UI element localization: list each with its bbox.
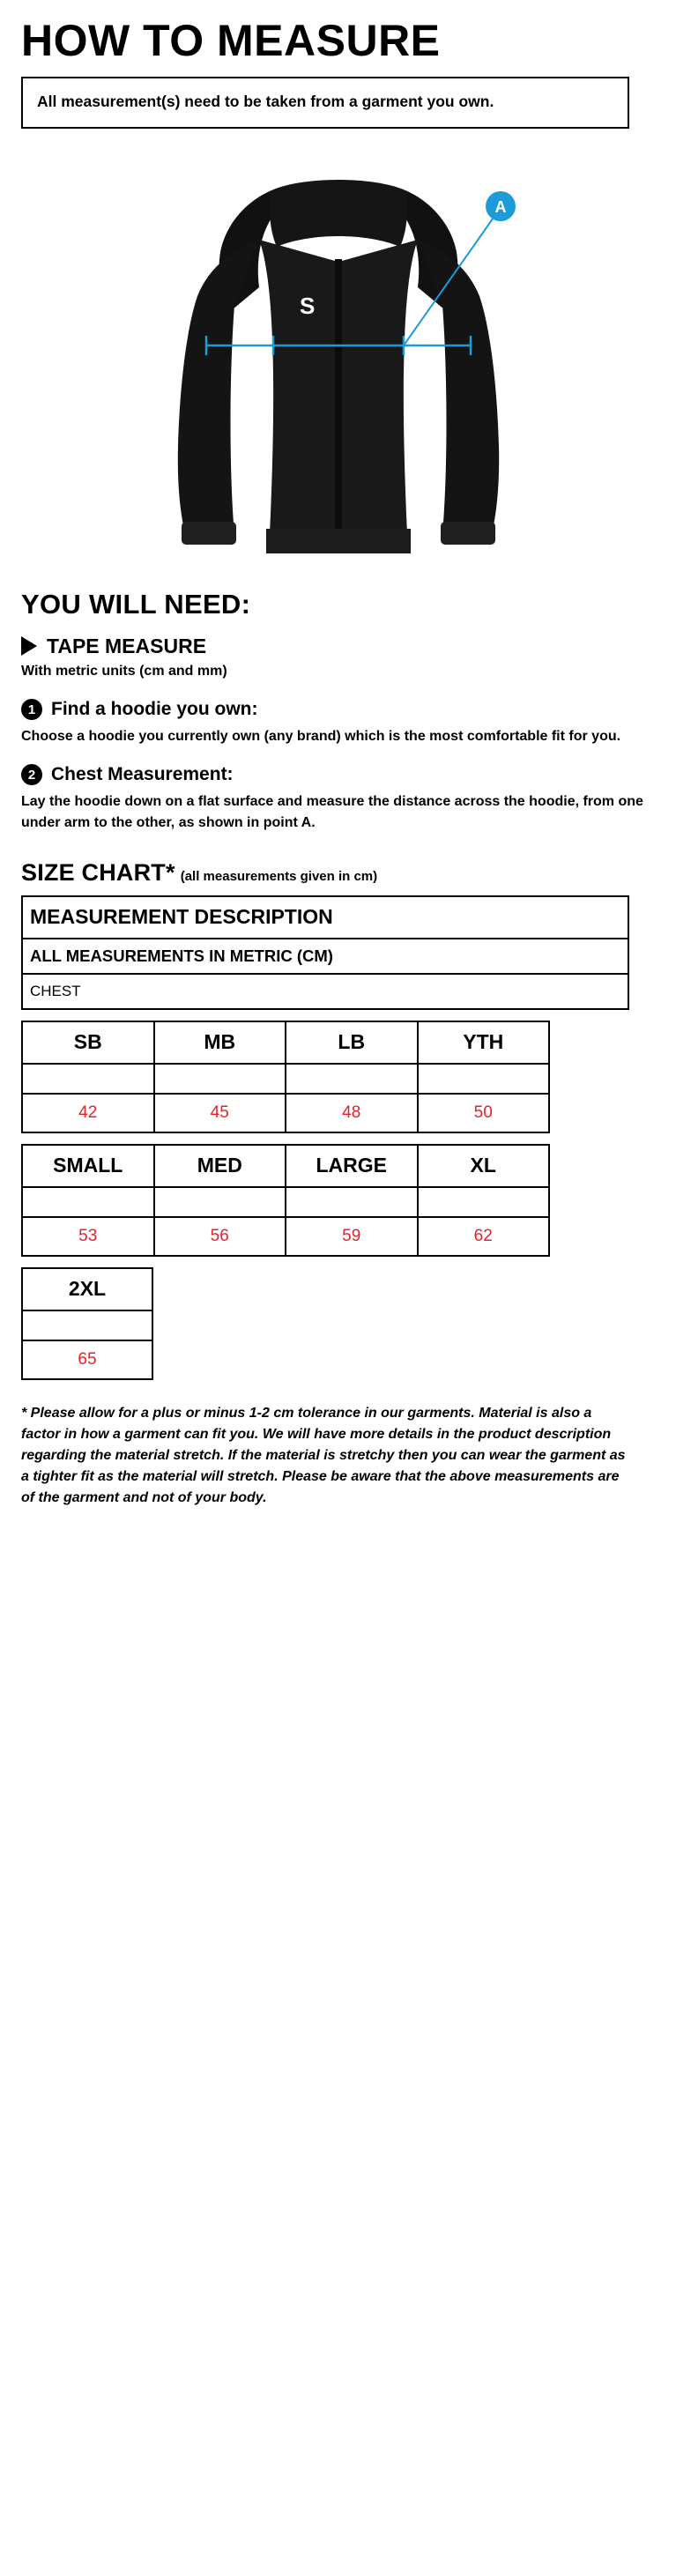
table-row (22, 1064, 549, 1094)
table-row (22, 974, 628, 1009)
measurement-name-row: CHEST (22, 974, 628, 1009)
brand-logo (300, 293, 315, 319)
table-row (22, 1340, 152, 1379)
size-label-lb: LB (286, 1021, 418, 1064)
size-blank-cell (154, 1187, 286, 1217)
size-group-1-table (21, 1021, 550, 1133)
page-title: HOW TO MEASURE (21, 16, 441, 65)
size-blank-cell (286, 1064, 418, 1094)
size-label-large: LARGE (286, 1145, 418, 1187)
measurement-note-text: All measurement(s) need to be taken from a garment you own. (37, 92, 494, 110)
tape-measure-row (21, 635, 657, 658)
table-row (22, 896, 628, 939)
chest-value-med: 56 (154, 1217, 286, 1256)
size-blank-cell (286, 1187, 418, 1217)
tape-measure-label: TAPE MEASURE (47, 634, 207, 657)
hoodie-illustration (19, 155, 657, 569)
table-row (22, 939, 628, 974)
step-1-head (21, 699, 657, 720)
size-label-yth: YTH (418, 1021, 550, 1064)
size-label-sb: SB (22, 1021, 154, 1064)
size-blank-cell (418, 1064, 550, 1094)
size-blank-cell (418, 1187, 550, 1217)
size-blank-cell (22, 1064, 154, 1094)
size-group-2-table (21, 1144, 550, 1257)
size-blank-cell (22, 1187, 154, 1217)
tape-measure-sub: With metric units (cm and mm) (21, 663, 227, 679)
chest-value-xl: 62 (418, 1217, 550, 1256)
table-row (22, 1310, 152, 1340)
how-to-measure-page (0, 18, 676, 2576)
size-label-small: SMALL (22, 1145, 154, 1187)
chest-value-2xl: 65 (22, 1340, 152, 1379)
chest-value-large: 59 (286, 1217, 418, 1256)
svg-text:S: S (299, 292, 315, 319)
step-2 (21, 764, 657, 832)
table-row (22, 1268, 152, 1310)
chest-value-mb: 45 (154, 1094, 286, 1132)
size-label-med: MED (154, 1145, 286, 1187)
table-row (22, 1094, 549, 1132)
table-row (22, 1217, 549, 1256)
size-label-mb: MB (154, 1021, 286, 1064)
step-2-head (21, 764, 657, 785)
chest-value-sb: 42 (22, 1094, 154, 1132)
measurement-description-header: MEASUREMENT DESCRIPTION (22, 896, 628, 939)
chest-value-yth: 50 (418, 1094, 550, 1132)
size-blank-cell (154, 1064, 286, 1094)
triangle-bullet-icon (21, 636, 37, 656)
callout-label-a: A (494, 197, 506, 216)
size-blank-cell (22, 1310, 152, 1340)
step-1-title: Find a hoodie you own: (51, 699, 258, 720)
table-row (22, 1021, 549, 1064)
step-2-title: Chest Measurement: (51, 764, 234, 785)
table-row (22, 1187, 549, 1217)
step-1-body: Choose a hoodie you currently own (any brand) which is the most comfortable fit for you. (21, 729, 621, 745)
size-chart-heading-row (21, 859, 657, 887)
size-chart-heading: SIZE CHART* (21, 858, 175, 886)
chest-value-lb: 48 (286, 1094, 418, 1132)
hoodie-diagram-svg (39, 155, 638, 569)
size-chart-heading-note: (all measurements given in cm) (180, 868, 378, 884)
step-1 (21, 699, 657, 746)
metric-units-row: ALL MEASUREMENTS IN METRIC (CM) (22, 939, 628, 974)
you-will-need-heading: YOU WILL NEED: (21, 588, 251, 620)
chest-value-small: 53 (22, 1217, 154, 1256)
size-label-xl: XL (418, 1145, 550, 1187)
table-row (22, 1145, 549, 1187)
measurement-description-table (21, 895, 629, 1010)
step-1-number: 1 (21, 699, 42, 720)
tolerance-footnote: * Please allow for a plus or minus 1-2 cm tolerance in our garments. Material is also a factor in how a garment can fit you. We will have more details in the product description regarding the material stretch. If the material is stretchy then you can wear the garment as a tighter fit as the material will stretch. Please be aware that the above measurements are of the garment and not of your body. (21, 1405, 626, 1505)
step-2-number: 2 (21, 764, 42, 785)
size-label-2xl: 2XL (22, 1268, 152, 1310)
size-group-3-table (21, 1267, 153, 1380)
step-2-body: Lay the hoodie down on a flat surface and measure the distance across the hoodie, from one under arm to the other, as shown in point A. (21, 794, 643, 830)
measurement-note-box (21, 77, 629, 129)
